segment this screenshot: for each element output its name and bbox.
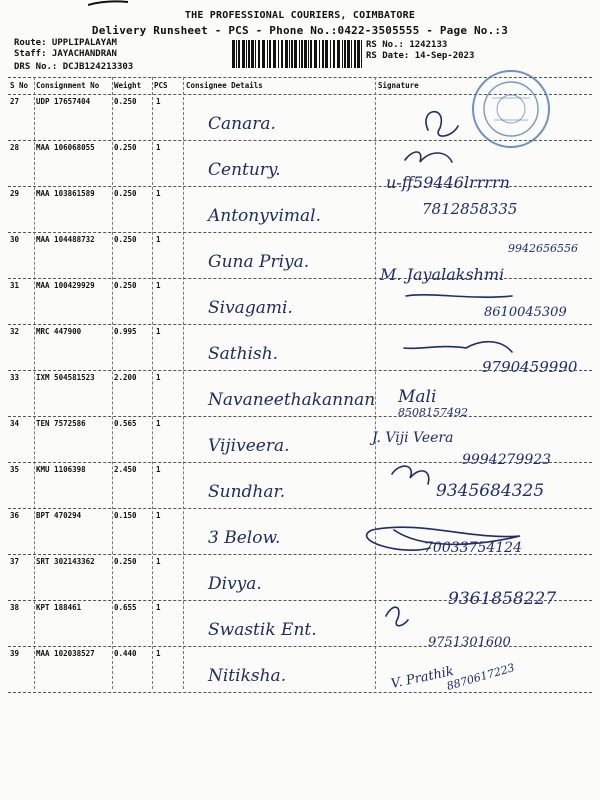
weight-value: 0.250 [114, 143, 137, 152]
signature-text: 8870617223 [445, 661, 517, 693]
serial-number: 32 [10, 327, 20, 336]
consignee-name: Sivagami. [208, 298, 293, 318]
weight-value: 0.250 [114, 189, 137, 198]
header-signature: Signature [378, 81, 419, 90]
consignee-name: Guna Priya. [208, 252, 310, 272]
consignee-name: Century. [208, 160, 281, 180]
table-row [8, 508, 592, 555]
header-consignee-details: Consignee Details [186, 81, 263, 90]
signature-text: 7812858335 [422, 200, 518, 218]
pieces-count: 1 [156, 511, 161, 520]
company-stamp [470, 68, 552, 150]
weight-value: 0.250 [114, 281, 137, 290]
rs-number: RS No.: 1242133 [366, 40, 448, 50]
rs-date: RS Date: 14-Sep-2023 [366, 51, 475, 61]
consignee-name: 3 Below. [208, 528, 281, 548]
weight-value: 0.250 [114, 235, 137, 244]
top-scribble [88, 0, 128, 6]
table-row [8, 646, 592, 693]
serial-number: 39 [10, 649, 20, 658]
signature-text: 8508157492 [398, 406, 468, 419]
weight-value: 0.655 [114, 603, 137, 612]
serial-number: 33 [10, 373, 20, 382]
pieces-count: 1 [156, 603, 161, 612]
consignee-name: Sathish. [208, 344, 279, 364]
pieces-count: 1 [156, 143, 161, 152]
pieces-count: 1 [156, 373, 161, 382]
consignment-number: MAA 106068055 [36, 143, 95, 152]
table-row [8, 554, 592, 601]
signature-text: 9994279923 [462, 452, 552, 468]
consignment-number: BPT 470294 [36, 511, 82, 520]
consignee-name: Vijiveera. [208, 436, 290, 456]
drs-number: DRS No.: DCJB124213303 [14, 62, 134, 72]
consignment-number: IXM 504581523 [36, 373, 95, 382]
consignment-number: KMU 1106398 [36, 465, 86, 474]
consignment-number: UDP 17657404 [36, 97, 91, 106]
runsheet-subtitle: Delivery Runsheet - PCS - Phone No.:0422-3505555 - Page No.:3 [91, 24, 509, 37]
serial-number: 38 [10, 603, 20, 612]
table-row [8, 324, 592, 371]
consignment-number: MAA 102038527 [36, 649, 95, 658]
header-pcs: PCS [154, 81, 168, 90]
staff-label: Staff: JAYACHANDRAN [14, 49, 117, 59]
serial-number: 27 [10, 97, 20, 106]
weight-value: 0.250 [114, 557, 137, 566]
consignee-name: Nitiksha. [208, 666, 287, 686]
consignment-number: SRT 302143362 [36, 557, 95, 566]
consignee-name: Canara. [208, 114, 276, 134]
header-consignment: Consignment No [36, 81, 100, 90]
header-weight: Weight [114, 81, 142, 90]
consignment-number: MAA 100429929 [36, 281, 95, 290]
consignment-number: TEN 7572586 [36, 419, 86, 428]
pieces-count: 1 [156, 327, 161, 336]
weight-value: 0.995 [114, 327, 137, 336]
consignee-name: Swastik Ent. [208, 620, 317, 640]
signature-text: Mali [398, 387, 437, 407]
serial-number: 34 [10, 419, 20, 428]
signature-text: 9751301600 [428, 635, 511, 650]
serial-number: 35 [10, 465, 20, 474]
table-row [8, 462, 592, 509]
table-row [8, 370, 592, 417]
signature-text: 8610045309 [484, 305, 567, 320]
weight-value: 0.440 [114, 649, 137, 658]
table-row [8, 600, 592, 647]
serial-number: 31 [10, 281, 20, 290]
signature-text: J. Viji Veera [372, 430, 454, 446]
weight-value: 2.200 [114, 373, 137, 382]
pieces-count: 1 [156, 235, 161, 244]
serial-number: 29 [10, 189, 20, 198]
weight-value: 0.250 [114, 97, 137, 106]
weight-value: 0.565 [114, 419, 137, 428]
weight-value: 0.150 [114, 511, 137, 520]
signature-text: u-ff59446lrrrrn [386, 173, 510, 192]
serial-number: 28 [10, 143, 20, 152]
signature-text: 9361858227 [448, 589, 557, 609]
signature-text: 9942656556 [508, 242, 578, 255]
pieces-count: 1 [156, 419, 161, 428]
table-row [8, 232, 592, 279]
signature-text: V. Prathik [389, 663, 456, 692]
weight-value: 2.450 [114, 465, 137, 474]
pieces-count: 1 [156, 189, 161, 198]
pieces-count: 1 [156, 97, 161, 106]
table-row [8, 278, 592, 325]
consignment-number: KPT 188461 [36, 603, 82, 612]
signature-text: M. Jayalakshmi [380, 265, 505, 284]
consignee-name: Navaneethakannan [208, 390, 376, 410]
company-title: THE PROFESSIONAL COURIERS, COIMBATORE [184, 10, 416, 21]
signature-text: 9345684325 [436, 481, 545, 501]
consignee-name: Sundhar. [208, 482, 286, 502]
signature-text: 70033754124 [424, 540, 522, 556]
consignee-name: Divya. [208, 574, 262, 594]
pieces-count: 1 [156, 465, 161, 474]
barcode [232, 40, 362, 68]
table-row [8, 186, 592, 233]
consignment-number: MAA 103861589 [36, 189, 95, 198]
header-sno: S No [10, 81, 29, 90]
pieces-count: 1 [156, 649, 161, 658]
consignee-name: Antonyvimal. [208, 206, 321, 226]
consignment-number: MAA 104488732 [36, 235, 95, 244]
serial-number: 30 [10, 235, 20, 244]
serial-number: 37 [10, 557, 20, 566]
pieces-count: 1 [156, 281, 161, 290]
serial-number: 36 [10, 511, 20, 520]
consignment-number: MRC 447900 [36, 327, 82, 336]
pieces-count: 1 [156, 557, 161, 566]
signature-text: 9790459990 [482, 358, 578, 376]
route-label: Route: UPPLIPALAYAM [14, 38, 117, 48]
table-row [8, 416, 592, 463]
